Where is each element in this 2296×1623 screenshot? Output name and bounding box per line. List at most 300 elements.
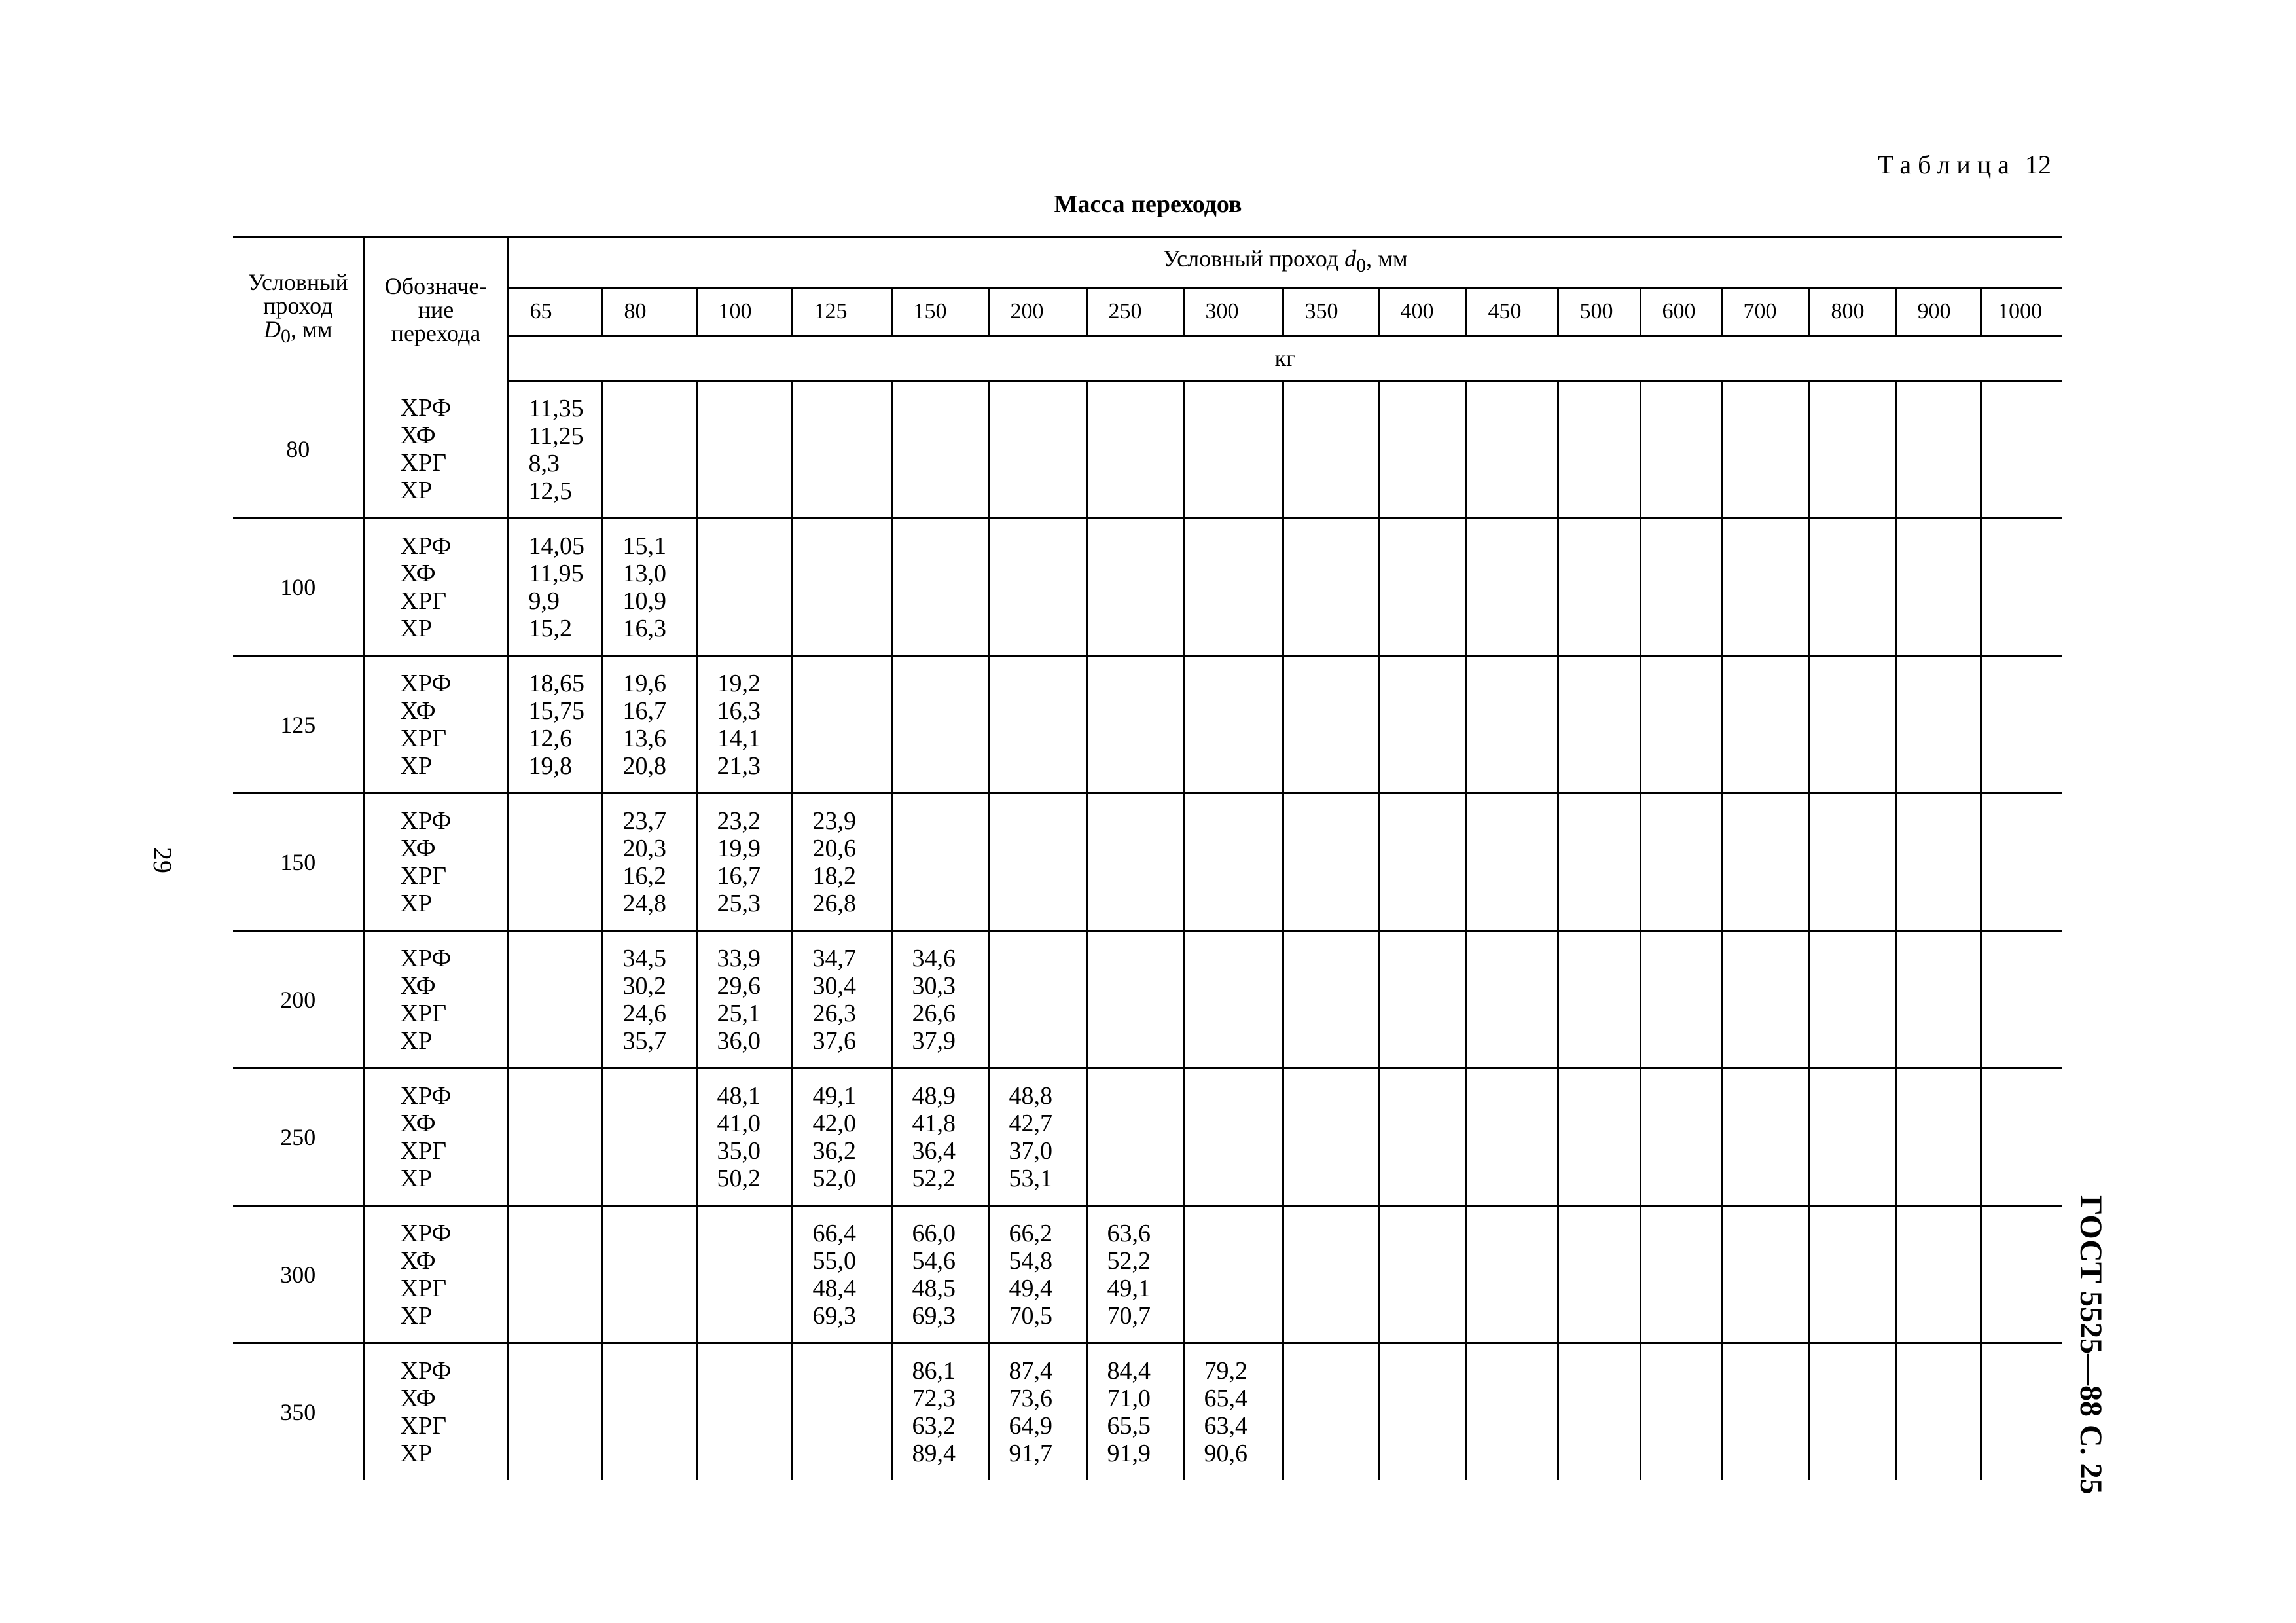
mass-cell (792, 1068, 891, 1206)
mass-value: 26,6 (912, 999, 956, 1027)
mass-cell (1378, 1206, 1466, 1343)
mass-cell (1981, 793, 2062, 931)
mass-cell (508, 1068, 602, 1206)
mass-value: 49,1 (1107, 1274, 1151, 1302)
mass-cell (988, 656, 1086, 793)
mass-value: 13,6 (622, 724, 666, 752)
header-size-6: 250 (1086, 288, 1183, 336)
page-number: 29 (148, 847, 177, 873)
mass-cell (1809, 656, 1895, 793)
row-nominal-bore: 100 (233, 519, 364, 656)
mass-value: 19,9 (717, 834, 761, 862)
mass-cell (1183, 931, 1283, 1068)
mass-cell (1283, 931, 1378, 1068)
mass-cell (1981, 1206, 2062, 1343)
designation-label: ХФ (400, 697, 436, 725)
mass-cell (1466, 519, 1558, 656)
mass-cell (1283, 1343, 1378, 1480)
designation-label: ХФ (400, 559, 436, 587)
mass-value: 42,0 (812, 1109, 856, 1137)
designation-label: ХР (400, 614, 433, 642)
table-row (233, 1206, 2062, 1343)
header-size-10: 450 (1466, 288, 1558, 336)
mass-cell (891, 519, 988, 656)
mass-cell (1721, 519, 1809, 656)
designation-label: ХФ (400, 834, 436, 862)
mass-value: 25,3 (717, 889, 761, 917)
mass-value: 37,9 (912, 1027, 956, 1055)
mass-cell (1895, 931, 1981, 1068)
mass-value: 16,7 (622, 697, 666, 725)
mass-value: 49,4 (1009, 1274, 1052, 1302)
row-nominal-bore: 150 (233, 793, 364, 931)
mass-value: 55,0 (812, 1247, 856, 1275)
mass-cell (1378, 519, 1466, 656)
mass-cell (1981, 381, 2062, 519)
mass-value: 53,1 (1009, 1164, 1052, 1192)
mass-value: 9,9 (528, 587, 560, 615)
designation-label: ХР (400, 1027, 433, 1055)
mass-cell (792, 1343, 891, 1480)
designation-label: ХР (400, 476, 433, 504)
mass-value: 89,4 (912, 1439, 956, 1467)
mass-cell (1086, 656, 1183, 793)
mass-cell (1809, 1068, 1895, 1206)
mass-cell (891, 931, 988, 1068)
header-designation-line-3: перехода (391, 319, 481, 346)
mass-value: 8,3 (528, 449, 560, 477)
mass-cell (696, 656, 792, 793)
mass-value: 73,6 (1009, 1384, 1052, 1412)
mass-value: 84,4 (1107, 1357, 1151, 1385)
mass-cell (1378, 793, 1466, 931)
mass-value: 63,2 (912, 1412, 956, 1440)
mass-value: 70,7 (1107, 1302, 1151, 1330)
mass-value: 63,4 (1204, 1412, 1247, 1440)
mass-cell (696, 793, 792, 931)
mass-cell (1183, 656, 1283, 793)
designation-label: ХРГ (400, 1412, 447, 1440)
mass-value: 90,6 (1204, 1439, 1247, 1467)
mass-cell (1466, 1068, 1558, 1206)
mass-value: 79,2 (1204, 1357, 1247, 1385)
designation-label: ХРФ (400, 944, 452, 972)
designation-label: ХРГ (400, 999, 447, 1027)
table-label-number: 12 (2025, 150, 2051, 179)
mass-cell (988, 793, 1086, 931)
table-title: Масса переходов (1054, 191, 1242, 218)
row-designations (364, 1068, 508, 1206)
mass-cell (891, 381, 988, 519)
designation-label: ХФ (400, 1384, 436, 1412)
mass-cell (988, 381, 1086, 519)
mass-value: 30,3 (912, 972, 956, 1000)
designation-label: ХРГ (400, 1274, 447, 1302)
mass-cell (988, 1343, 1086, 1480)
mass-value: 69,3 (812, 1302, 856, 1330)
mass-value: 48,9 (912, 1082, 956, 1110)
mass-cell (1086, 381, 1183, 519)
mass-cell (1558, 931, 1640, 1068)
designation-label: ХРГ (400, 448, 447, 477)
mass-cell (1283, 519, 1378, 656)
mass-cell (1721, 381, 1809, 519)
mass-value: 54,6 (912, 1247, 956, 1275)
mass-value: 33,9 (717, 944, 761, 972)
mass-value: 35,7 (622, 1027, 666, 1055)
mass-value: 20,8 (622, 752, 666, 780)
mass-cell (1086, 793, 1183, 931)
mass-cell (696, 381, 792, 519)
mass-value: 87,4 (1009, 1357, 1052, 1385)
mass-cell (1283, 793, 1378, 931)
mass-value: 25,1 (717, 999, 761, 1027)
row-designations (364, 656, 508, 793)
designation-label: ХФ (400, 421, 436, 449)
row-nominal-bore: 300 (233, 1206, 364, 1343)
mass-value: 15,75 (528, 697, 584, 725)
row-designations (364, 931, 508, 1068)
mass-value: 86,1 (912, 1357, 956, 1385)
mass-cell (988, 519, 1086, 656)
mass-cell (1981, 519, 2062, 656)
mass-cell (1895, 793, 1981, 931)
row-nominal-bore: 80 (233, 381, 364, 519)
header-nominal-bore-line-3: $D_0$, мм (263, 316, 332, 348)
mass-value: 91,7 (1009, 1439, 1052, 1467)
designation-label: ХР (400, 752, 433, 780)
mass-value: 41,8 (912, 1109, 956, 1137)
mass-cell (792, 519, 891, 656)
mass-cell (792, 381, 891, 519)
header-unit: кг (508, 336, 2062, 381)
mass-cell (508, 656, 602, 793)
table-row (233, 793, 2062, 931)
mass-cell (891, 656, 988, 793)
mass-value: 16,2 (622, 862, 666, 890)
mass-value: 91,9 (1107, 1439, 1151, 1467)
mass-cell (602, 1206, 696, 1343)
mass-cell (1809, 1343, 1895, 1480)
mass-cell (1283, 656, 1378, 793)
table-row (233, 1068, 2062, 1206)
mass-value: 23,2 (717, 807, 761, 835)
header-designation (364, 237, 508, 381)
mass-cell (508, 931, 602, 1068)
table-label (1878, 149, 2051, 180)
row-nominal-bore: 200 (233, 931, 364, 1068)
mass-value: 36,4 (912, 1137, 956, 1165)
mass-value: 20,3 (622, 834, 666, 862)
mass-value: 48,5 (912, 1274, 956, 1302)
mass-cell (1466, 1206, 1558, 1343)
mass-cell (1895, 1068, 1981, 1206)
mass-value: 37,0 (1009, 1137, 1052, 1165)
header-size-9: 400 (1378, 288, 1466, 336)
mass-value: 66,2 (1009, 1219, 1052, 1247)
mass-value: 64,9 (1009, 1412, 1052, 1440)
mass-cell (1558, 793, 1640, 931)
header-size-15: 900 (1895, 288, 1981, 336)
mass-value: 65,4 (1204, 1384, 1247, 1412)
table-label-word: Таблица (1877, 150, 2016, 179)
mass-value: 19,8 (528, 752, 572, 780)
mass-cell (1640, 1068, 1721, 1206)
mass-cell (988, 931, 1086, 1068)
row-nominal-bore: 250 (233, 1068, 364, 1206)
mass-cell (1466, 931, 1558, 1068)
mass-cell (1640, 656, 1721, 793)
mass-value: 18,2 (812, 862, 856, 890)
mass-cell (602, 1068, 696, 1206)
mass-value: 15,1 (622, 532, 666, 560)
mass-value: 16,3 (622, 614, 666, 642)
mass-cell (1183, 1068, 1283, 1206)
mass-cell (1086, 519, 1183, 656)
mass-cell (891, 1206, 988, 1343)
designation-label: ХРФ (400, 669, 452, 697)
mass-value: 19,2 (717, 669, 761, 697)
mass-cell (1183, 1343, 1283, 1480)
header-size-12: 600 (1640, 288, 1721, 336)
mass-value: 34,5 (622, 944, 666, 972)
table-row (233, 931, 2062, 1068)
mass-value: 26,3 (812, 999, 856, 1027)
row-designations (364, 381, 508, 519)
mass-cell (1895, 1206, 1981, 1343)
mass-cell (792, 793, 891, 931)
mass-cell (1981, 656, 2062, 793)
mass-cell (508, 381, 602, 519)
mass-value: 16,7 (717, 862, 761, 890)
mass-value: 42,7 (1009, 1109, 1052, 1137)
mass-cell (1466, 793, 1558, 931)
mass-cell (1283, 1068, 1378, 1206)
header-nominal-bore-line-2: проход (263, 293, 333, 319)
mass-cell (1981, 1068, 2062, 1206)
designation-label: ХФ (400, 1109, 436, 1137)
mass-cell (1640, 381, 1721, 519)
mass-value: 19,6 (622, 669, 666, 697)
header-size-14: 800 (1809, 288, 1895, 336)
mass-value: 11,95 (528, 559, 584, 587)
designation-label: ХР (400, 1439, 433, 1467)
designation-label: ХФ (400, 972, 436, 1000)
mass-cell (1466, 381, 1558, 519)
mass-value: 30,4 (812, 972, 856, 1000)
mass-cell (1981, 931, 2062, 1068)
row-nominal-bore: 350 (233, 1343, 364, 1480)
mass-value: 30,2 (622, 972, 666, 1000)
mass-cell (602, 381, 696, 519)
mass-cell (602, 1343, 696, 1480)
mass-value: 35,0 (717, 1137, 761, 1165)
mass-cell (1809, 519, 1895, 656)
mass-value: 26,8 (812, 889, 856, 917)
mass-value: 20,6 (812, 834, 856, 862)
mass-value: 13,0 (622, 559, 666, 587)
designation-label: ХР (400, 1302, 433, 1330)
mass-value: 50,2 (717, 1164, 761, 1192)
mass-cell (602, 793, 696, 931)
mass-cell (1809, 381, 1895, 519)
mass-cell (1721, 656, 1809, 793)
mass-value: 48,8 (1009, 1082, 1052, 1110)
mass-value: 65,5 (1107, 1412, 1151, 1440)
mass-cell (1378, 656, 1466, 793)
mass-cell (792, 931, 891, 1068)
mass-cell (1721, 1343, 1809, 1480)
header-size-8: 350 (1283, 288, 1378, 336)
mass-value: 48,1 (717, 1082, 761, 1110)
header-size-3: 125 (792, 288, 891, 336)
mass-value: 12,5 (528, 477, 572, 505)
header-outlet-bore: Условный проход $d_0$, мм (508, 237, 2062, 288)
mass-cell (1183, 793, 1283, 931)
designation-label: ХР (400, 889, 433, 917)
header-size-13: 700 (1721, 288, 1809, 336)
mass-cell (1640, 1206, 1721, 1343)
designation-label: ХРФ (400, 807, 452, 835)
mass-cell (1981, 1343, 2062, 1480)
mass-value: 52,2 (1107, 1247, 1151, 1275)
mass-cell (1558, 1206, 1640, 1343)
mass-value: 16,3 (717, 697, 761, 725)
mass-cell (891, 793, 988, 931)
mass-cell (1086, 1068, 1183, 1206)
mass-cell (1466, 656, 1558, 793)
mass-cell (1558, 519, 1640, 656)
mass-cell (1378, 381, 1466, 519)
mass-cell (1558, 1068, 1640, 1206)
mass-cell (602, 931, 696, 1068)
mass-value: 66,0 (912, 1219, 956, 1247)
mass-cell (1895, 1343, 1981, 1480)
mass-value: 29,6 (717, 972, 761, 1000)
mass-value: 23,9 (812, 807, 856, 835)
mass-value: 70,5 (1009, 1302, 1052, 1330)
header-designation-line-1: Обозначе- (384, 272, 488, 299)
mass-value: 12,6 (528, 724, 572, 752)
mass-cell (508, 519, 602, 656)
mass-cell (696, 1068, 792, 1206)
mass-cell (1466, 1343, 1558, 1480)
mass-cell (1721, 931, 1809, 1068)
header-nominal-bore-line-1: Условный (247, 269, 348, 296)
designation-label: ХРФ (400, 1082, 452, 1110)
designation-label: ХФ (400, 1247, 436, 1275)
designation-label: ХРФ (400, 1219, 452, 1247)
mass-cell (1086, 1343, 1183, 1480)
row-designations (364, 1206, 508, 1343)
mass-cell (1378, 1068, 1466, 1206)
mass-value: 14,05 (528, 532, 584, 560)
designation-label: ХРГ (400, 1137, 447, 1165)
mass-value: 21,3 (717, 752, 761, 780)
mass-value: 24,6 (622, 999, 666, 1027)
mass-cell (1895, 519, 1981, 656)
mass-value: 15,2 (528, 614, 572, 642)
mass-cell (696, 519, 792, 656)
mass-cell (1183, 381, 1283, 519)
mass-value: 36,0 (717, 1027, 761, 1055)
mass-value: 63,6 (1107, 1219, 1151, 1247)
mass-cell (1183, 1206, 1283, 1343)
header-designation-line-2: ние (418, 296, 454, 323)
designation-label: ХРГ (400, 862, 447, 890)
mass-cell (1721, 1206, 1809, 1343)
table-row (233, 1343, 2062, 1480)
row-designations (364, 1343, 508, 1480)
mass-value: 34,7 (812, 944, 856, 972)
mass-cell (1378, 931, 1466, 1068)
mass-cell (1558, 656, 1640, 793)
mass-cell (1640, 793, 1721, 931)
mass-cell (1558, 1343, 1640, 1480)
mass-cell (696, 931, 792, 1068)
mass-value: 52,2 (912, 1164, 956, 1192)
mass-value: 37,6 (812, 1027, 856, 1055)
header-size-0: 65 (508, 288, 602, 336)
mass-cell (508, 1343, 602, 1480)
row-designations (364, 519, 508, 656)
mass-cell (891, 1068, 988, 1206)
mass-cell (1721, 1068, 1809, 1206)
mass-cell (1895, 381, 1981, 519)
mass-cell (602, 519, 696, 656)
mass-cell (1558, 381, 1640, 519)
mass-value: 41,0 (717, 1109, 761, 1137)
table-row (233, 381, 2062, 519)
mass-cell (1283, 381, 1378, 519)
header-size-5: 200 (988, 288, 1086, 336)
mass-cell (1809, 793, 1895, 931)
mass-cell (696, 1206, 792, 1343)
mass-cell (1283, 1206, 1378, 1343)
mass-cell (1809, 1206, 1895, 1343)
gost-label: ГОСТ 5525—88 С. 25 (2073, 1195, 2108, 1495)
mass-value: 54,8 (1009, 1247, 1052, 1275)
header-size-1: 80 (602, 288, 696, 336)
mass-value: 14,1 (717, 724, 761, 752)
header-size-4: 150 (891, 288, 988, 336)
mass-cell (891, 1343, 988, 1480)
mass-cell (1086, 931, 1183, 1068)
header-size-7: 300 (1183, 288, 1283, 336)
mass-value: 66,4 (812, 1219, 856, 1247)
mass-cell (602, 656, 696, 793)
mass-cell (792, 656, 891, 793)
mass-cell (1183, 519, 1283, 656)
mass-value: 72,3 (912, 1384, 956, 1412)
header-size-2: 100 (696, 288, 792, 336)
mass-value: 23,7 (622, 807, 666, 835)
designation-label: ХРГ (400, 724, 447, 752)
mass-value: 71,0 (1107, 1384, 1151, 1412)
mass-cell (1086, 1206, 1183, 1343)
row-nominal-bore: 125 (233, 656, 364, 793)
mass-value: 49,1 (812, 1082, 856, 1110)
table-row (233, 656, 2062, 793)
mass-cell (988, 1206, 1086, 1343)
mass-value: 11,35 (528, 394, 584, 422)
mass-cell (696, 1343, 792, 1480)
designation-label: ХРФ (400, 1357, 452, 1385)
mass-value: 34,6 (912, 944, 956, 972)
designation-label: ХРФ (400, 393, 452, 422)
mass-value: 69,3 (912, 1302, 956, 1330)
mass-value: 52,0 (812, 1164, 856, 1192)
